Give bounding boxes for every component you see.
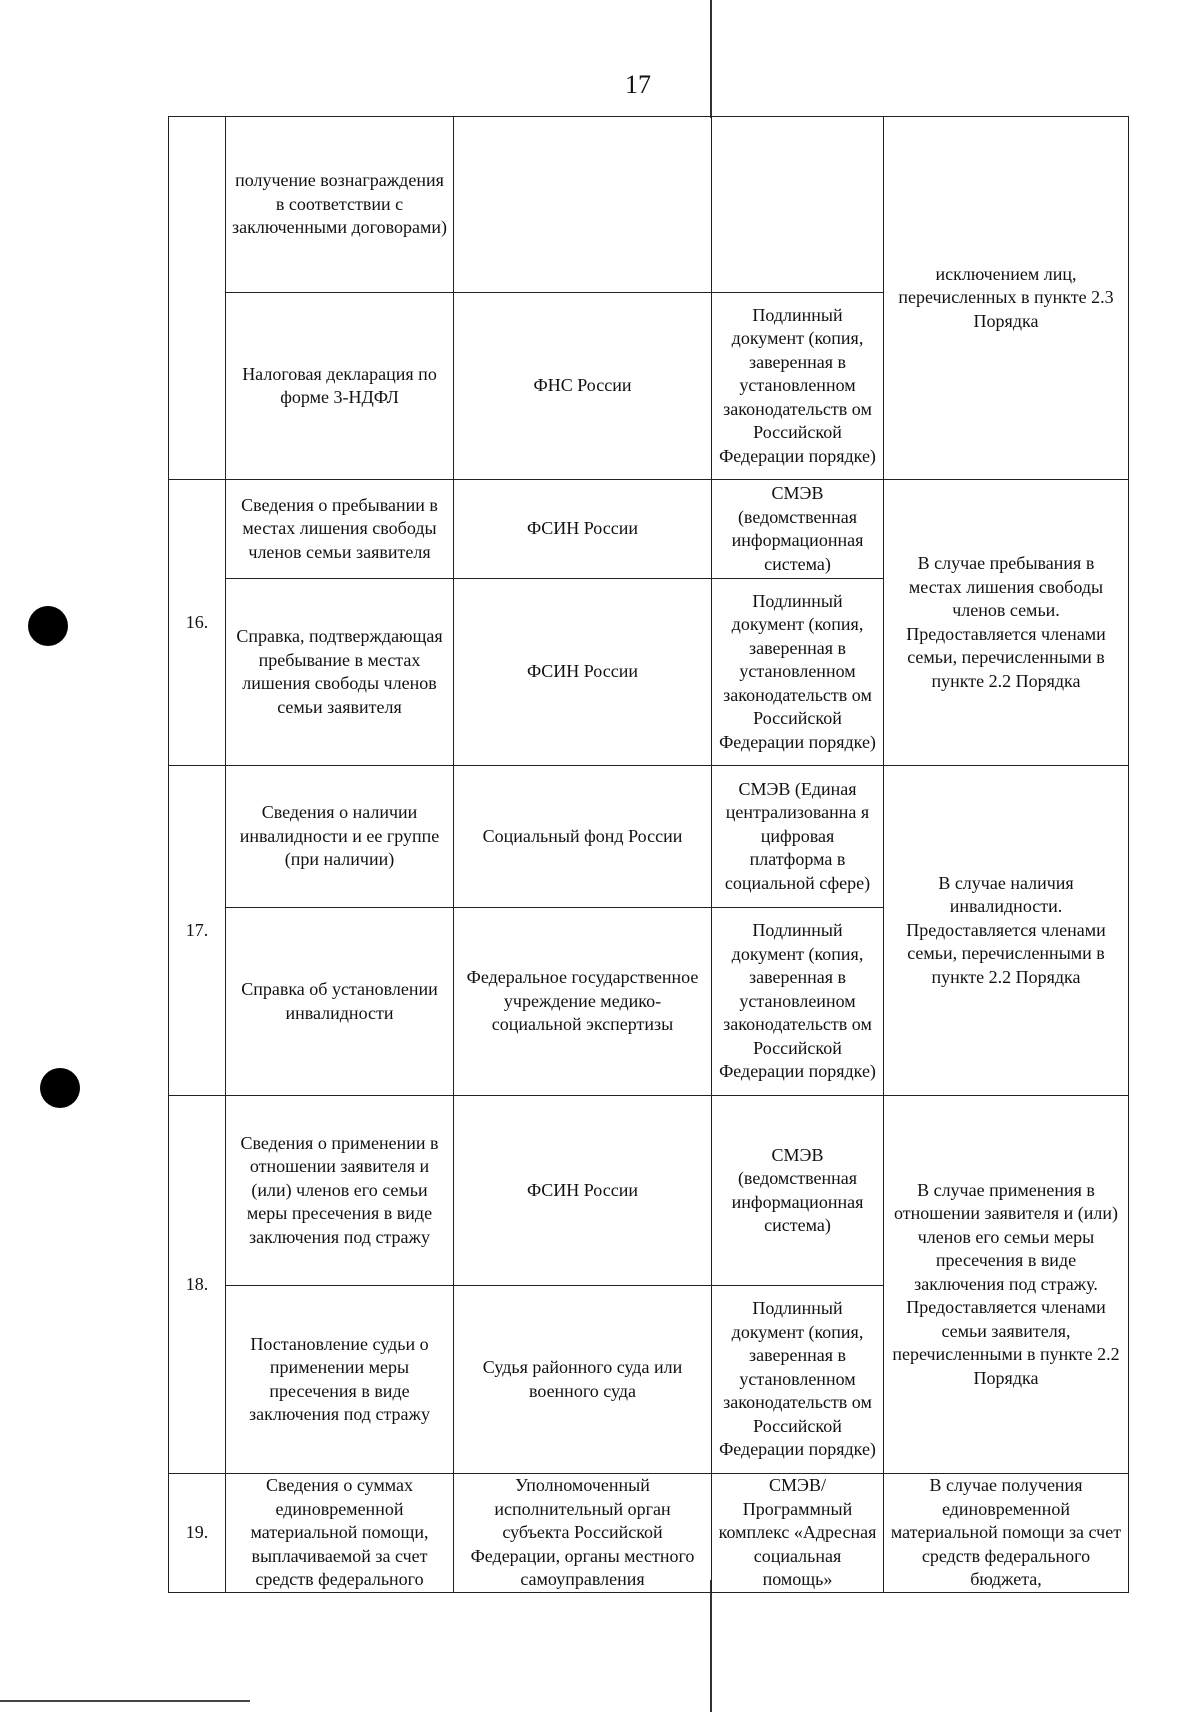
row-number: 19.: [169, 1474, 226, 1593]
row-number: 18.: [169, 1096, 226, 1474]
document-cell: Налоговая декларация по форме 3-НДФЛ: [226, 293, 454, 480]
method-cell: СМЭВ (Единая централизованна я цифровая платформа в социальной сфере): [712, 766, 884, 908]
method-cell: Подлинный документ (копия, заверенная в установленном законодательств ом Российской Федерации порядке): [712, 293, 884, 480]
document-cell: Постановление судьи о применении меры пресечения в виде заключения под стражу: [226, 1286, 454, 1474]
note-cell: В случае получения единовременной материальной помощи за счет средств федерального бюджета,: [884, 1474, 1129, 1593]
bottom-rule: [0, 1700, 250, 1702]
note-cell: В случае наличия инвалидности. Предоставляется членами семьи, перечисленными в пункте 2.2 Порядка: [884, 766, 1129, 1096]
document-cell: Справка об установлении инвалидности: [226, 908, 454, 1096]
table-row: [169, 766, 1129, 908]
table-row: [169, 1474, 1129, 1593]
method-cell: Подлинный документ (копия, заверенная в установленном законодательств ом Российской Федерации порядке): [712, 1286, 884, 1474]
method-cell: СМЭВ (ведомственная информационная система): [712, 480, 884, 579]
document-cell: Сведения о суммах единовременной материальной помощи, выплачиваемой за счет средств федерального: [226, 1474, 454, 1593]
document-cell: получение вознаграждения в соответствии с заключенными договорами): [226, 117, 454, 293]
fold-line-bottom: [710, 1580, 712, 1712]
row-number: 16.: [169, 480, 226, 766]
source-cell: [454, 117, 712, 293]
table-row: [169, 480, 1129, 579]
source-cell: Федеральное государственное учреждение медико-социальной экспертизы: [454, 908, 712, 1096]
source-cell: ФСИН России: [454, 1096, 712, 1286]
note-cell: В случае применения в отношении заявителя и (или) членов его семьи меры пресечения в виде заключения под стражу. Предоставляется членами семьи заявителя, перечисленными в пункте 2.2 Порядка: [884, 1096, 1129, 1474]
method-cell: СМЭВ/Программный комплекс «Адресная социальная помощь»: [712, 1474, 884, 1593]
note-cell: исключением лиц, перечисленных в пункте 2.3 Порядка: [884, 117, 1129, 480]
note-cell: В случае пребывания в местах лишения свободы членов семьи. Предоставляется членами семьи, перечисленными в пункте 2.2 Порядка: [884, 480, 1129, 766]
punch-hole: [40, 1068, 80, 1108]
document-cell: Сведения о пребывании в местах лишения свободы членов семьи заявителя: [226, 480, 454, 579]
document-cell: Сведения о применении в отношении заявителя и (или) членов его семьи меры пресечения в виде заключения под стражу: [226, 1096, 454, 1286]
method-cell: СМЭВ (ведомственная информационная система): [712, 1096, 884, 1286]
source-cell: Судья районного суда или военного суда: [454, 1286, 712, 1474]
document-cell: Сведения о наличии инвалидности и ее группе (при наличии): [226, 766, 454, 908]
source-cell: Уполномоченный исполнительный орган субъекта Российской Федерации, органы местного самоуправления: [454, 1474, 712, 1593]
row-number: [169, 117, 226, 480]
source-cell: ФСИН России: [454, 579, 712, 766]
row-number: 17.: [169, 766, 226, 1096]
table-row: [169, 1096, 1129, 1286]
table-row: [169, 117, 1129, 293]
document-cell: Справка, подтверждающая пребывание в местах лишения свободы членов семьи заявителя: [226, 579, 454, 766]
method-cell: Подлинный документ (копия, заверенная в установленном законодательств ом Российской Федерации порядке): [712, 579, 884, 766]
source-cell: Социальный фонд России: [454, 766, 712, 908]
method-cell: [712, 117, 884, 293]
source-cell: ФСИН России: [454, 480, 712, 579]
punch-hole: [28, 606, 68, 646]
page-number: 17: [625, 70, 651, 99]
source-cell: ФНС России: [454, 293, 712, 480]
fold-line-top: [710, 0, 712, 118]
method-cell: Подлинный документ (копия, заверенная в установлеином законодательств ом Российской Федерации порядке): [712, 908, 884, 1096]
documents-table: [168, 116, 1129, 1593]
